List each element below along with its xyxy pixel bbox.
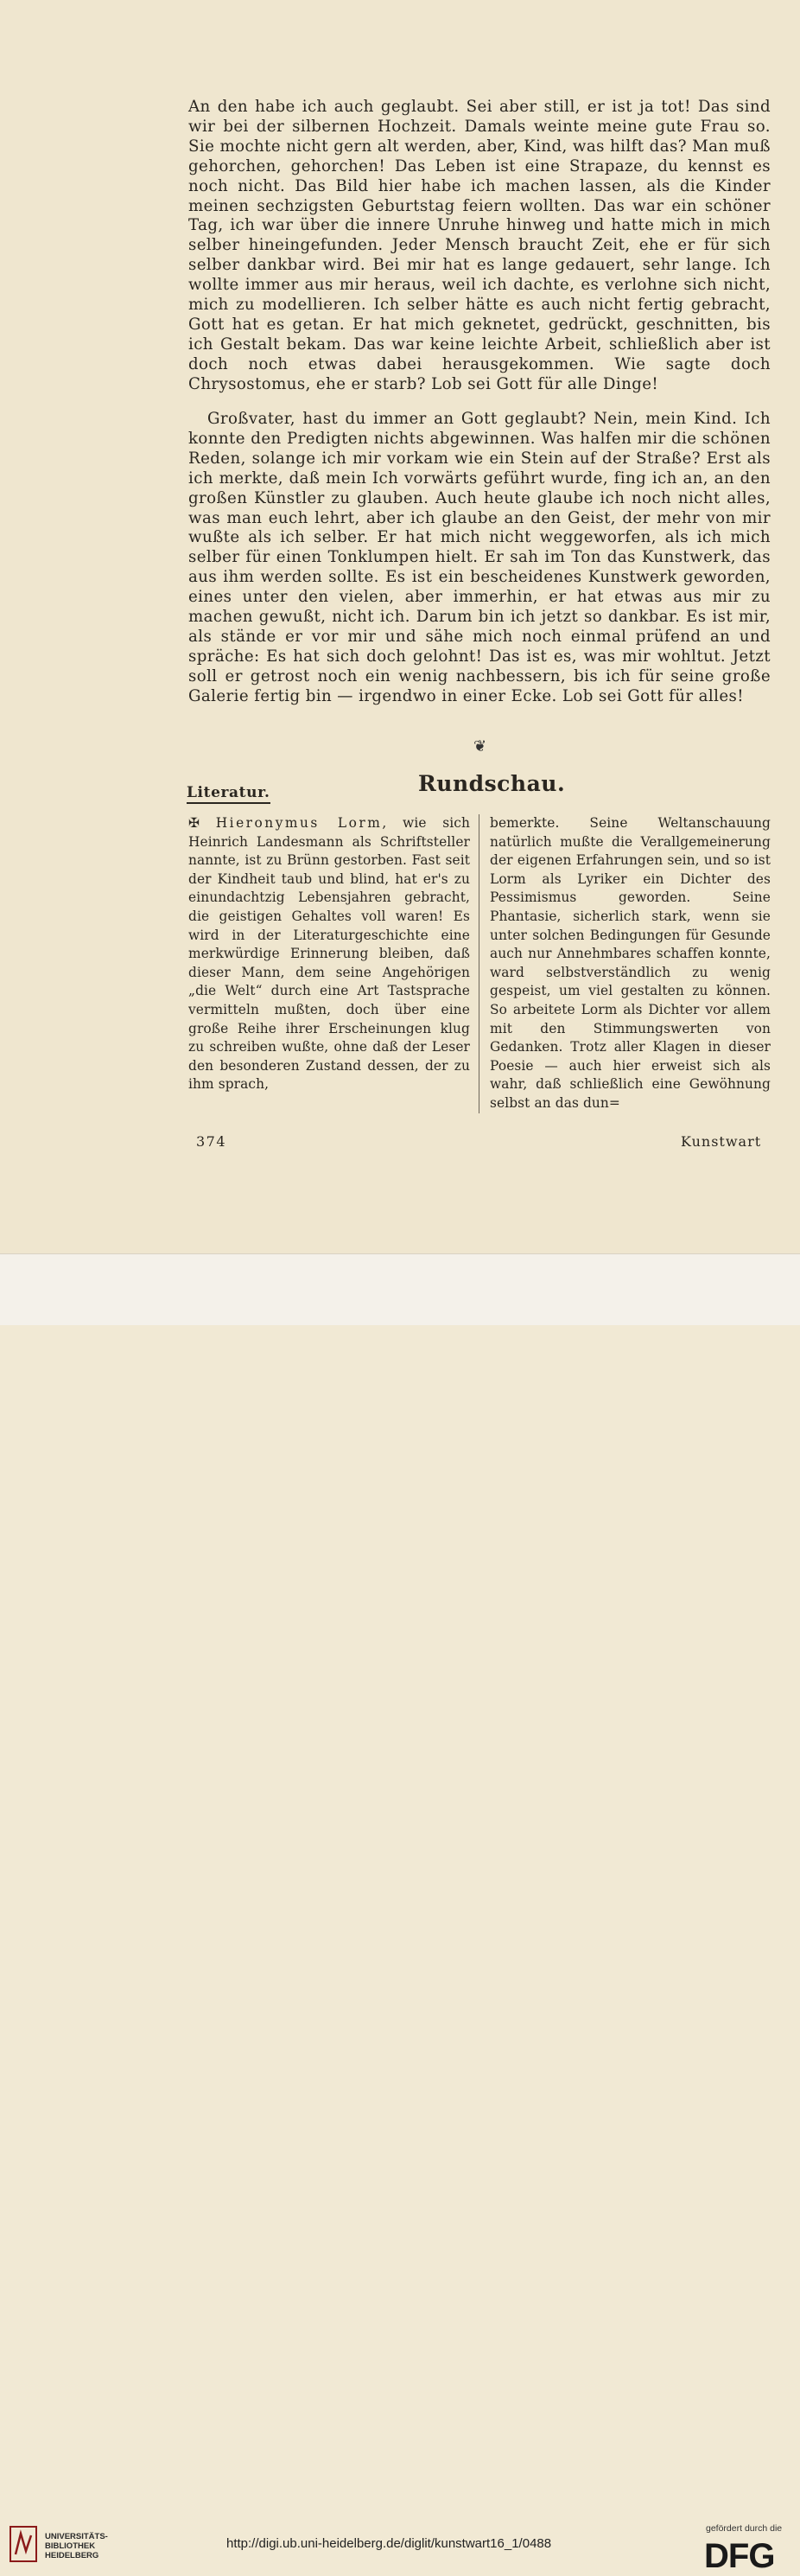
section-title: Rundschau.	[418, 771, 566, 796]
subsection-heading: Literatur.	[187, 784, 270, 804]
review-text-left: , wie sich Heinrich Landesmann als Schriftsteller nannte, ist zu Brünn gestorben. Fast seit der Kindheit taub und blind, hat er's zu einundachtzig Lebensjahren gebracht, die geistigen Gehaltes voll waren! Es wird in der Literaturgeschichte eine merkwürdige Erinnerung bleiben, daß dieser Mann, dem seine Angehörigen „die Welt“ durch eine Art Tastsprache vermitteln mußten, doch über eine große Reihe ihrer Erscheinungen klug zu schreiben wußte, ohne daß der Leser den besonderen Zustand dessen, der zu ihm sprach,	[188, 815, 471, 1093]
article-paragraph-2: Großvater, hast du immer an Gott geglaubt? Nein, mein Kind. Ich konnte den Predigten nichts abgewinnen. Was halfen mir die schönen Reden, solange ich mir vorkam wie ein Stein auf der Straße? Erst als ich merkte, daß mein Ich vorwärts geführt wurde, fing ich an, an den großen Künstler zu glauben. Auch heute glaube ich noch nicht alles, was man euch lehrt, aber ich glaube an den Geist, der mehr von mir wußte als ich selber. Er hat mich nicht weggeworfen, als ich mich selber für einen Tonklumpen hielt. Er sah im Ton das Kunstwerk, das aus ihm werden sollte. Es ist ein bescheidenes Kunstwerk geworden, eines unter den vielen, aber immerhin, er hat etwas aus mir zu machen gewußt, nicht ich. Darum bin ich jetzt so dankbar. Es ist mir, als stände er vor mir und sähe mich noch einmal prüfend an und spräche: Es hat sich doch gelohnt! Das ist es, was mir wohltut. Jetzt soll er getrost noch ein wenig nachbessern, bis ich für seine große Galerie fertig bin — irgendwo in einer Ecke. Lob sei Gott für alles!	[188, 410, 771, 705]
university-seal-icon	[9, 2525, 38, 2563]
scanned-page	[0, 0, 800, 1253]
article-paragraph-1: An den habe ich auch geglaubt. Sei aber still, er ist ja tot! Das sind wir bei der silbernen Hochzeit. Damals weinte meine gute Frau so. Sie mochte nicht gern alt werden, aber, Kind, was hilft das? Man muß gehorchen, gehorchen! Das Leben ist eine Strapaze, du kennst es noch nicht. Das Bild hier habe ich machen lassen, als die Kinder meinen sechzigsten Geburtstag feiern wollten. Das war ein schöner Tag, ich war über die innere Unruhe hinweg und hatte mich in mich selber hineingefunden. Jeder Mensch braucht Zeit, ehe er für sich selber dankbar wird. Bei mir hat es lange gedauert, sehr lange. Ich wollte immer aus mir heraus, weil ich dachte, es verlohne sich nicht, mich zu modellieren. Ich selber hätte es auch nicht fertig gebracht, Gott hat es getan. Er hat mich geknetet, gedrückt, geschnitten, bis ich Gestalt bekam. Das war keine leichte Arbeit, schließlich aber ist doch noch etwas dabei herausgekommen. Wie sagte doch Chrysostomus, ehe er starb? Lob sei Gott für alle Dinge!	[188, 98, 771, 393]
library-line-1: UNIVERSITÄTS-	[45, 2532, 108, 2541]
source-url-link[interactable]: http://digi.ub.uni-heidelberg.de/diglit/kunstwart16_1/0488	[226, 2536, 552, 2551]
digitization-banner	[0, 1253, 800, 2575]
library-line-3: HEIDELBERG	[45, 2551, 99, 2560]
review-column-left	[188, 814, 470, 1094]
page-number: 374	[196, 1133, 227, 1150]
library-line-2: BIBLIOTHEK	[45, 2541, 96, 2551]
funded-by-label: gefördert durch die	[706, 2523, 783, 2534]
ornament-icon: ❦	[473, 737, 487, 756]
cross-icon: ✠	[188, 815, 200, 831]
library-name	[45, 2532, 108, 2560]
author-name: Hieronymus Lorm	[215, 815, 383, 831]
review-column-right: bemerkte. Seine Weltanschauung natürlich mußte die Verallgemeinerung der eigenen Erfahrungen sein, und so ist Lorm als Lyriker ein Dichter des Pessimismus geworden. Seine Phantasie, sicherlich stark, wenn sie unter solchen Bedingungen für Gesunde auch nur Annehmbares schaffen konnte, ward selbstverständlich zu wenig gespeist, um viel gestalten zu können. So arbeitete Lorm als Dichter vor allem mit den Stimmungswerten von Gedanken. Trotz aller Klagen in dieser Poesie — auch hier erweist sich als wahr, daß schließlich eine Gewöhnung selbst an das dun=	[490, 815, 771, 1111]
journal-name: Kunstwart	[681, 1133, 762, 1150]
dfg-logo: DFG	[704, 2537, 775, 2575]
